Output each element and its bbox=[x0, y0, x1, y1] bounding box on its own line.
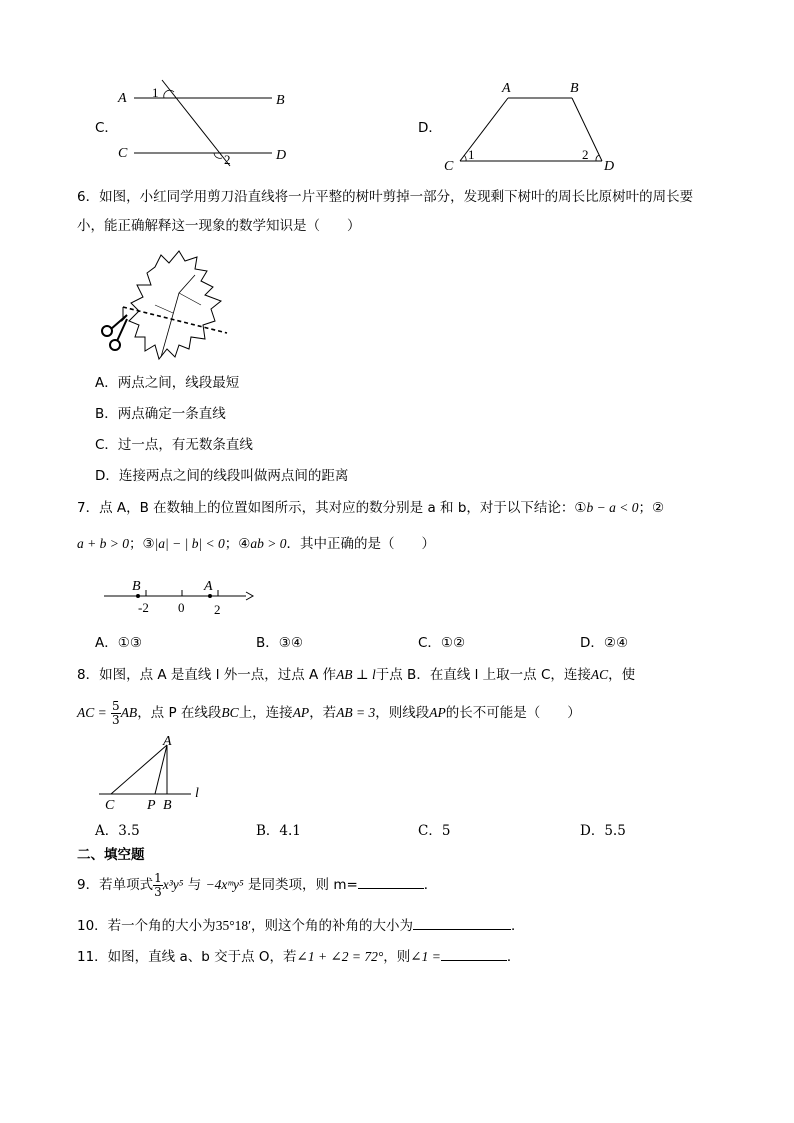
q6-stem-line1: 6．如图，小红同学用剪刀沿直线将一片平整的树叶剪掉一部分，发现剩下树叶的周长比原树叶的周长要 bbox=[77, 189, 694, 205]
q10-stem-b: ，则这个角的补角的大小为 bbox=[251, 918, 414, 934]
q8-stem-line2 bbox=[77, 700, 581, 727]
q10-stem-c: ． bbox=[511, 918, 525, 934]
q7-sep2: ；③ bbox=[128, 536, 155, 552]
q5c-C: C bbox=[118, 146, 128, 161]
q9-stem-d: ． bbox=[423, 877, 438, 893]
q5-option-c-label: C． bbox=[95, 120, 118, 136]
section-title: 二、填空题 bbox=[77, 847, 145, 863]
q7-option-c: C．①② bbox=[418, 635, 466, 651]
q8-stem-e: 上，连接 bbox=[238, 705, 293, 721]
q8-frac-den: 3 bbox=[112, 713, 120, 727]
q5d-B: B bbox=[570, 81, 579, 96]
q7-stem-a: 7．点 A，B 在数轴上的位置如图所示，其对应的数分别是 a 和 b，对于以下结论：① bbox=[77, 500, 587, 516]
q8-point-P: P bbox=[147, 798, 156, 813]
q6-option-b: B．两点确定一条直线 bbox=[95, 406, 226, 422]
q5d-A: A bbox=[502, 81, 511, 96]
q8-option-b: B．4.1 bbox=[256, 823, 301, 839]
q7-option-a: A．①③ bbox=[95, 635, 142, 651]
q8-point-B: B bbox=[163, 798, 172, 813]
q5c-D: D bbox=[276, 148, 287, 163]
q7-option-b: B．③④ bbox=[256, 635, 303, 651]
q8-expr-ac: AC bbox=[590, 667, 609, 682]
q6-option-c: C．过一点，有无数条直线 bbox=[95, 437, 253, 453]
q5d-C: C bbox=[444, 159, 454, 174]
q10-answer-blank[interactable] bbox=[413, 915, 511, 930]
q7-option-d: D．②④ bbox=[580, 635, 629, 651]
q6-leaf-scissors-figure bbox=[95, 245, 235, 365]
q11-answer-blank[interactable] bbox=[441, 946, 507, 961]
q8-stem-h: 的长不可能是（ ） bbox=[445, 705, 581, 721]
q5d-angle1: 1 bbox=[468, 147, 475, 162]
q5d-angle2: 2 bbox=[582, 147, 589, 162]
q8-point-C: C bbox=[105, 798, 115, 813]
q9-expr-mono: x³y⁵ bbox=[162, 877, 184, 892]
q7-expr4: ab > 0 bbox=[250, 536, 287, 551]
q9-stem bbox=[77, 872, 437, 899]
q8-line-l: l bbox=[195, 786, 199, 801]
q5c-B: B bbox=[276, 93, 285, 108]
q8-expr-bc: BC bbox=[221, 705, 239, 720]
q7-expr2: a + b > 0 bbox=[77, 536, 129, 551]
q5c-A: A bbox=[118, 91, 127, 106]
q10-stem-a: 10．若一个角的大小为 bbox=[77, 918, 216, 934]
q7-sep3: ；④ bbox=[224, 536, 251, 552]
q5c-angle1: 1 bbox=[152, 85, 159, 100]
q7-tick-minus2: -2 bbox=[138, 600, 149, 615]
q6-option-a: A．两点之间，线段最短 bbox=[95, 375, 240, 391]
q7-stem-line2 bbox=[77, 535, 435, 553]
q8-option-c: C．5 bbox=[418, 823, 451, 839]
q7-sep1: ；② bbox=[638, 500, 665, 516]
q8-figure bbox=[95, 733, 215, 813]
q8-expr-ab: AB bbox=[120, 705, 138, 720]
q11-stem-c: ． bbox=[506, 949, 521, 965]
q8-option-d: D．5.5 bbox=[580, 823, 626, 839]
q8-expr-perp: AB ⊥ l bbox=[336, 667, 376, 682]
q8-stem-b: 于点 B．在直线 l 上取一点 C，连接 bbox=[375, 667, 591, 683]
q6-stem-line2: 小，能正确解释这一现象的数学知识是（ ） bbox=[77, 218, 361, 234]
q10-stem bbox=[77, 915, 525, 935]
q8-fraction bbox=[111, 700, 121, 727]
q8-stem-d: ，点 P 在线段 bbox=[137, 705, 222, 721]
q11-expr-angle1: ∠1 = bbox=[410, 949, 441, 964]
q8-expr-ab3: AB = 3 bbox=[336, 705, 376, 720]
q11-stem-a: 11．如图，直线 a、b 交于点 O，若 bbox=[77, 949, 297, 965]
q9-expr-mono2: −4xᵐy⁵ bbox=[205, 877, 244, 892]
q7-expr1: b − a < 0 bbox=[586, 500, 639, 515]
q11-expr-sum: ∠1 + ∠2 = 72° bbox=[296, 949, 384, 964]
q8-stem-f: ，若 bbox=[309, 705, 337, 721]
q5c-angle2: 2 bbox=[224, 152, 231, 167]
q10-expr-angle: 35°18′ bbox=[215, 918, 252, 933]
q8-frac-num: 5 bbox=[112, 699, 120, 713]
q7-stem-b: ．其中正确的是（ ） bbox=[286, 536, 436, 552]
q8-stem-line1 bbox=[77, 666, 635, 684]
q5d-D: D bbox=[604, 159, 615, 174]
q9-stem-c: 是同类项，则 m= bbox=[248, 877, 358, 893]
q7-tick-0: 0 bbox=[178, 600, 185, 615]
q11-stem bbox=[77, 946, 520, 966]
q7-number-line bbox=[100, 576, 260, 618]
q8-expr-ap2: AP bbox=[429, 705, 446, 720]
q7-tick-2: 2 bbox=[214, 602, 221, 617]
q7-point-A: A bbox=[204, 579, 213, 594]
q7-stem-line1 bbox=[77, 499, 664, 517]
q8-expr-ac2: AC = bbox=[77, 705, 107, 720]
q9-fraction bbox=[153, 872, 163, 899]
q5-figure-d bbox=[440, 78, 630, 174]
q9-frac-den: 3 bbox=[154, 885, 162, 899]
q6-option-d: D．连接两点之间的线段叫做两点间的距离 bbox=[95, 468, 349, 484]
q11-stem-b: ，则 bbox=[383, 949, 411, 965]
q9-answer-blank[interactable] bbox=[358, 874, 424, 889]
q9-stem-b: 与 bbox=[187, 877, 202, 893]
q9-frac-num: 1 bbox=[154, 871, 162, 885]
q8-stem-a: 8．如图，点 A 是直线 l 外一点，过点 A 作 bbox=[77, 667, 337, 683]
q8-stem-g: ，则线段 bbox=[375, 705, 430, 721]
q7-expr3: |a| − | b| < 0 bbox=[154, 536, 225, 551]
q5-option-d-label: D． bbox=[418, 120, 442, 136]
q8-option-a: A．3.5 bbox=[95, 823, 140, 839]
q8-stem-c: ，使 bbox=[608, 667, 636, 683]
q9-stem-a: 9．若单项式 bbox=[77, 877, 154, 893]
q7-point-B: B bbox=[132, 579, 141, 594]
q5-figure-c bbox=[112, 78, 292, 170]
q8-point-A: A bbox=[163, 734, 172, 749]
q8-expr-ap: AP bbox=[292, 705, 310, 720]
